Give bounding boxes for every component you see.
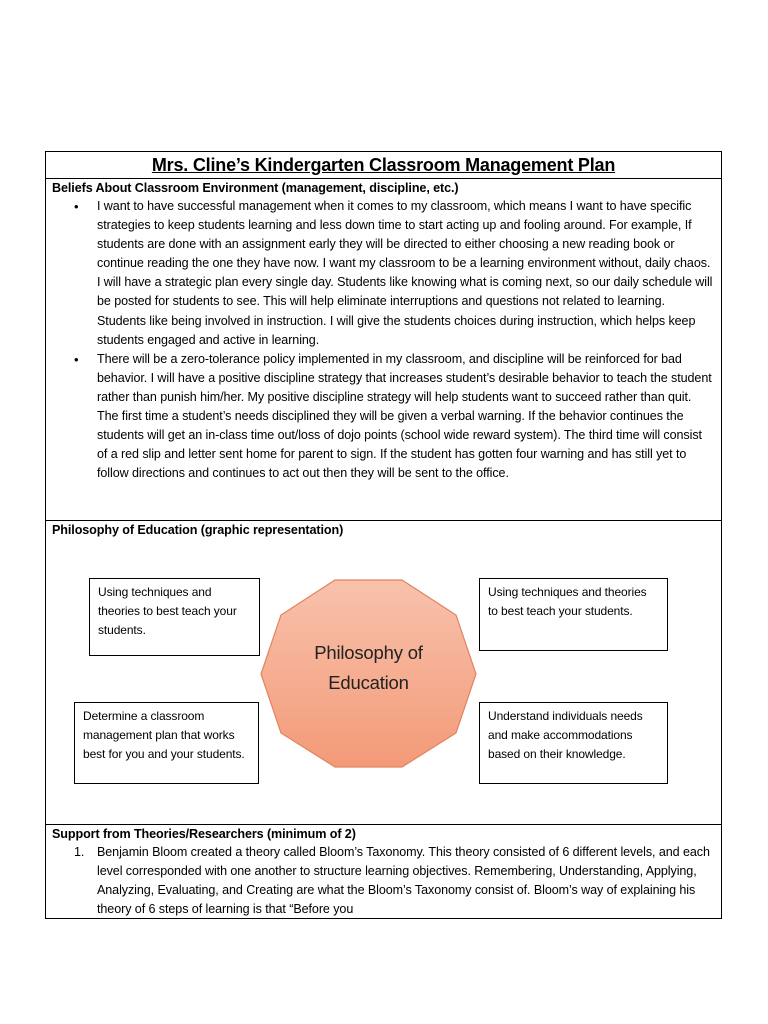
center-label-line2: Education	[328, 672, 409, 693]
theories-numbered-list	[46, 843, 721, 919]
list-item	[46, 197, 721, 350]
title-row	[46, 152, 721, 179]
philosophy-box-bottom-right: Understand individuals needs and make accommodations based on their knowledge.	[479, 702, 668, 784]
center-label-line1: Philosophy of	[314, 642, 423, 663]
bullet-icon: •	[74, 351, 79, 367]
theories-heading: Support from Theories/Researchers (minimum of 2)	[52, 827, 356, 841]
bullet-icon: •	[74, 199, 79, 214]
list-item	[46, 350, 721, 484]
beliefs-bullet-list	[46, 197, 721, 483]
philosophy-box-bottom-left: Determine a classroom management plan that works best for you and your students.	[74, 702, 259, 784]
item-text: Benjamin Bloom created a theory called Bloom’s Taxonomy. This theory consisted of 6 different levels, and each level corresponded with one another to structure learning objectives. Remembering, Understanding, Applying, Analyzing, Evaluating, and Creating are what the Bloom’s Taxonomy consist of. Bloom’s way of explaining his theory of 6 steps of learning is that “Before you	[97, 845, 710, 917]
philosophy-box-top-right: Using techniques and theories to best teach your students.	[479, 578, 668, 651]
philosophy-heading: Philosophy of Education (graphic representation)	[52, 523, 344, 537]
theories-section	[46, 825, 721, 920]
management-plan-table	[45, 151, 722, 919]
beliefs-section	[46, 179, 721, 521]
center-label	[258, 638, 479, 698]
philosophy-diagram	[46, 521, 721, 825]
bullet-text: There will be a zero-tolerance policy implemented in my classroom, and discipline will be reinforced for bad behavior. I will have a positive discipline strategy that increases student’s desirable behavior to teach the student rather than punish him/her. My positive discipline strategy will help students want to succeed rather than quit. The first time a student’s needs disciplined they will be given a verbal warning. If the behavior continues the students will get an in-class time out/loss of dojo points (school wide reward system). The third time will consist of a red slip and letter sent home for parent to sign. If the student has gotten four warning and has still yet to follow directions and continues to act out then they will be sent to the office.	[97, 351, 712, 481]
document-title: Mrs. Cline’s Kindergarten Classroom Management Plan	[151, 155, 616, 175]
bullet-text: I want to have successful management when it comes to my classroom, which means I want to have specific strategies to keep students learning and less down time to start acting up and fooling around. For example, If students are done with an assignment early they will be directed to either choosing a new reading book or continue reading the one they have now. I want my classroom to be a learning environment without, daily chaos. I will have a strategic plan every single day. Students like knowing what is coming next, so our daily schedule will be posted for students to see. This will help eliminate interruptions and questions not related to learning. Students like being involved in instruction. I will give the students choices during instruction, which helps keep students engaged and active in learning.	[97, 199, 713, 347]
list-item	[46, 843, 721, 919]
item-number: 1.	[74, 845, 85, 859]
philosophy-section	[46, 521, 721, 825]
beliefs-heading: Beliefs About Classroom Environment (management, discipline, etc.)	[52, 181, 459, 195]
philosophy-box-top-left: Using techniques and theories to best teach your students.	[89, 578, 260, 656]
